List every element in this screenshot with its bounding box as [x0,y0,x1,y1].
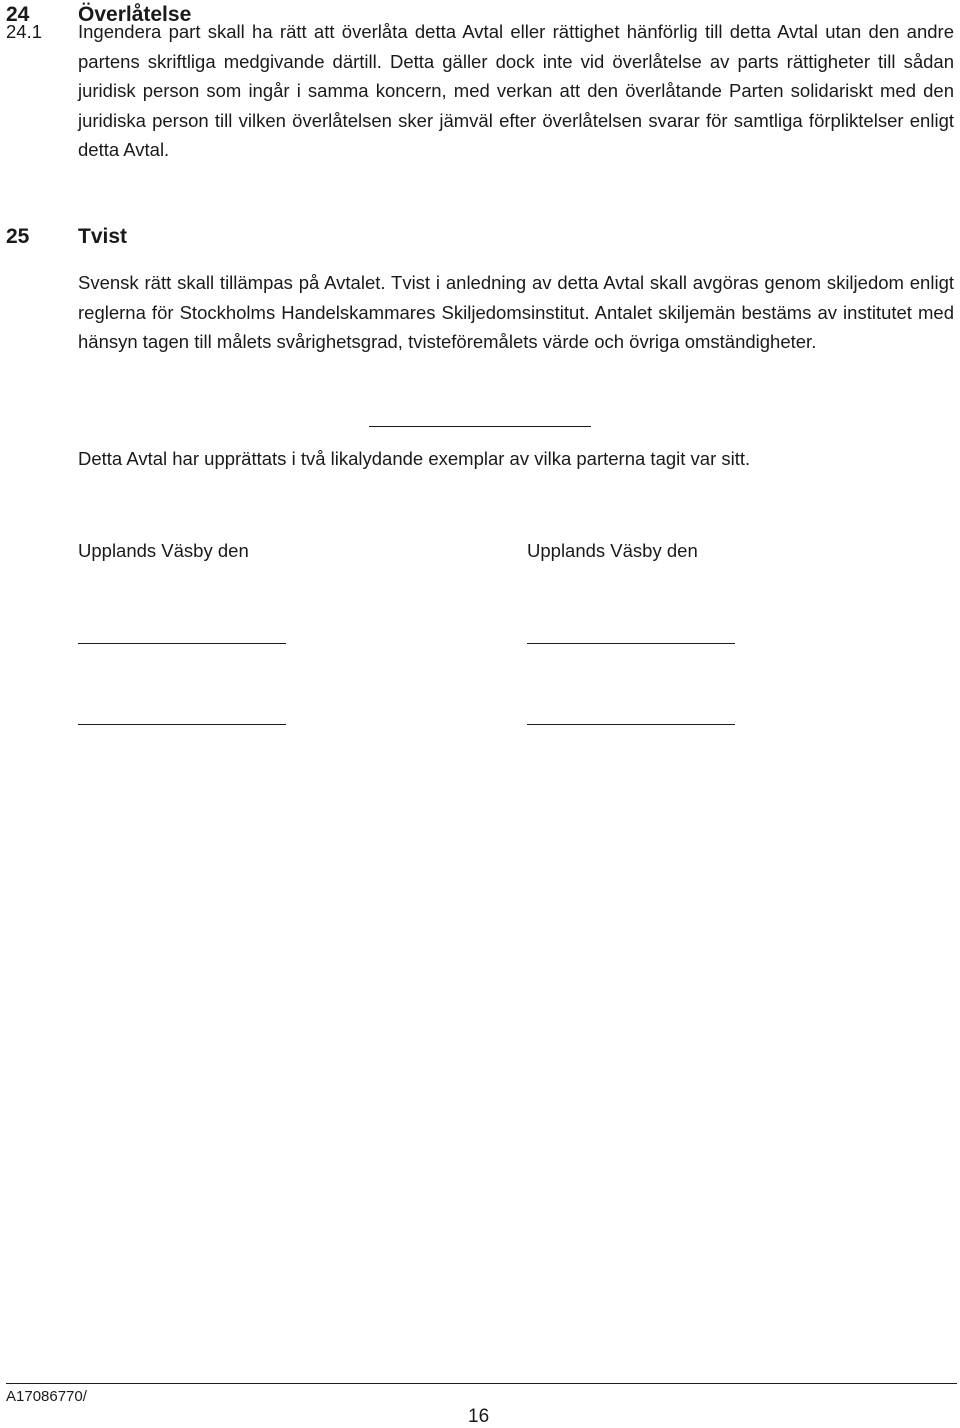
signature-line-left-1 [78,643,286,644]
signature-place-right: Upplands Väsby den [527,540,698,561]
clause-24-1-number: 24.1 [6,21,43,42]
signature-line-right-2 [527,724,735,725]
section-24-number: 24 [6,3,30,26]
signature-line-right-1 [527,643,735,644]
signature-line-left-2 [78,724,286,725]
section-25-title: Tvist [78,225,128,248]
section-25-text: Svensk rätt skall tillämpas på Avtalet. Tvist i anledning av detta Avtal skall avgöras genom skiljedom enligt reglerna för Stockholms Handelskammares Skiljedomsinstitut. Antalet skiljemän bestäms av institutet med hänsyn tagen till målets svårighetsgrad, tvisteföremålets värde och övriga omständigheter. [78,272,954,352]
clause-24-1-text: Ingendera part skall ha rätt att överlåta detta Avtal eller rättighet hänförlig till detta Avtal utan den andre partens skriftliga medgivande därtill. Detta gäller dock inte vid överlåtelse av parts rättigheter till sådan juridisk person som ingår i samma koncern, med verkan att den överlåtande Parten solidariskt med den juridiska person till vilken överlåtelsen sker jämväl efter överlåtelsen svarar för samtliga förpliktelser enligt detta Avtal. [78,21,954,160]
section-divider [369,426,591,427]
footer-rule [6,1383,957,1384]
document-reference: A17086770/ [6,1388,87,1405]
section-24-title: Överlåtelse [78,3,192,26]
closing-statement: Detta Avtal har upprättats i två likalydande exemplar av vilka parterna tagit var sitt. [78,448,751,469]
page-number: 16 [468,1406,490,1427]
signature-place-left: Upplands Väsby den [78,540,249,561]
section-25-number: 25 [6,225,30,248]
